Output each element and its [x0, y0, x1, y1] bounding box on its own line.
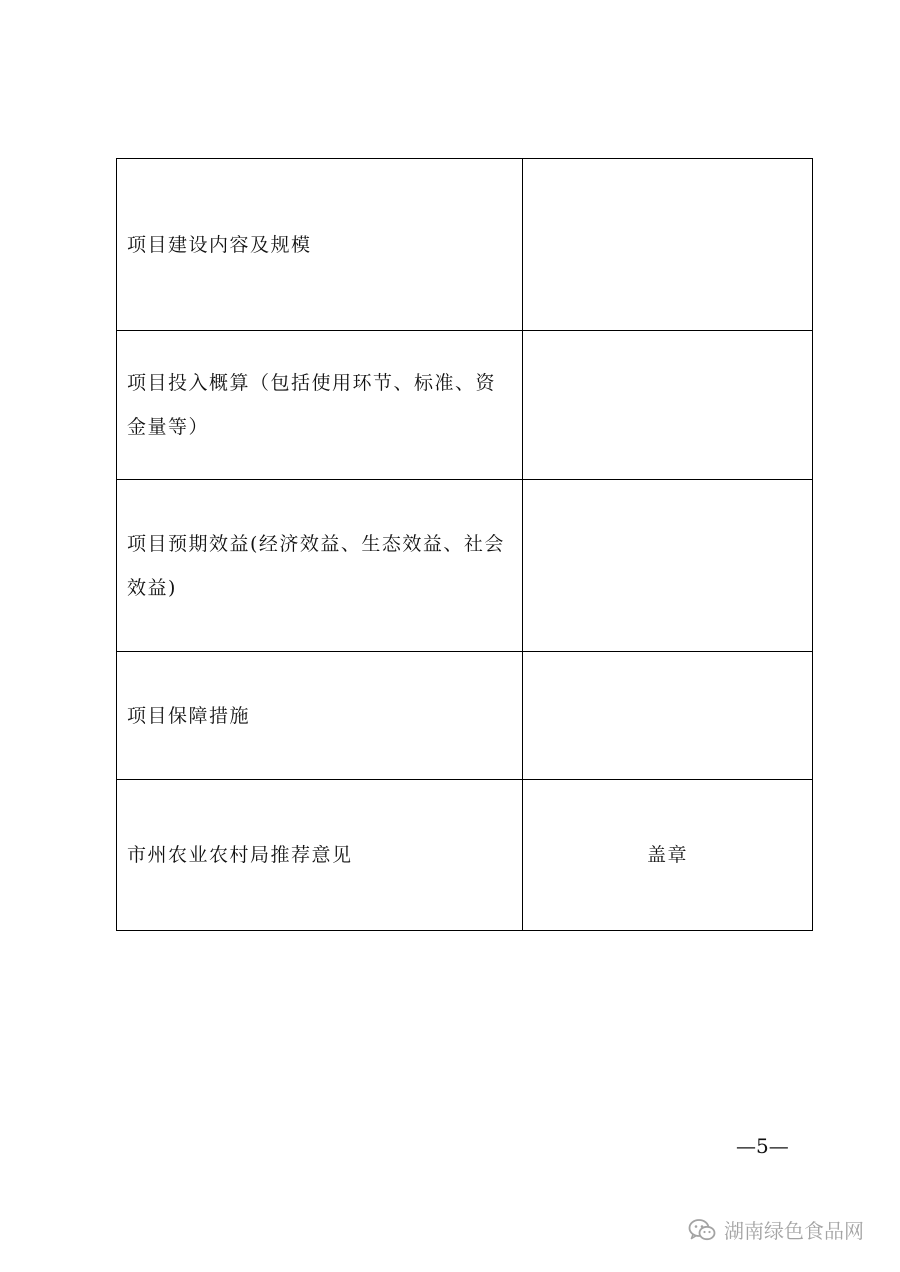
table-row — [117, 331, 813, 480]
table-row — [117, 780, 813, 931]
row-value-expected-benefits — [523, 480, 813, 652]
watermark-text: 湖南绿色食品网 — [724, 1219, 864, 1243]
table-row — [117, 480, 813, 652]
row-label-construction-scope: 项目建设内容及规模 — [117, 159, 523, 331]
row-value-budget-estimate — [523, 331, 813, 480]
row-label-budget-estimate: 项目投入概算（包括使用环节、标准、资金量等） — [117, 331, 523, 480]
table-row — [117, 159, 813, 331]
watermark — [688, 1215, 864, 1244]
wechat-icon — [688, 1218, 716, 1242]
row-label-recommendation: 市州农业农村局推荐意见 — [117, 780, 523, 931]
row-label-expected-benefits: 项目预期效益(经济效益、生态效益、社会效益) — [117, 480, 523, 652]
row-label-safeguard-measures: 项目保障措施 — [117, 652, 523, 780]
row-value-seal: 盖章 — [523, 780, 813, 931]
table-row — [117, 652, 813, 780]
application-form-table — [116, 158, 813, 931]
row-value-safeguard-measures — [523, 652, 813, 780]
page-number: —5— — [736, 1134, 789, 1158]
row-value-construction-scope — [523, 159, 813, 331]
